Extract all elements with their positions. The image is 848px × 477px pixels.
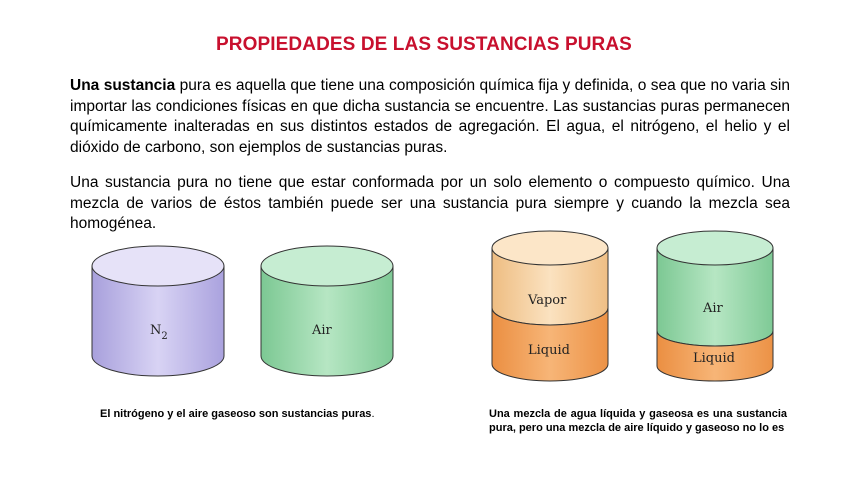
caption-pure-substances-text: El nitrógeno y el aire gaseoso son sustancias puras — [100, 408, 372, 420]
caption-pure-substances — [100, 407, 380, 421]
page-title: PROPIEDADES DE LAS SUSTANCIAS PURAS — [216, 34, 632, 55]
vapor-label: Vapor — [528, 293, 567, 308]
paragraph-definition — [70, 76, 790, 158]
air-mix-label: Air — [703, 301, 723, 316]
paragraph-body: pura es aquella que tiene una composición química fija y definida, o sea que no varia sin importar las condiciones físicas en que dicha sustancia se encuentre. Las sustancias puras permanecen químicamente inalteradas en sus distintos estados de agregación. El agua, el nitrógeno, el helio y el dióxido de carbono, son ejemplos de sustancias puras. — [70, 77, 790, 156]
air-cylinder — [257, 244, 397, 384]
caption-mixtures: Una mezcla de agua líquida y gaseosa es una sustancia pura, pero una mezcla de aire líquido y gaseoso no lo es — [489, 408, 787, 434]
water-mix-cylinder — [488, 228, 612, 388]
liquid-label: Liquid — [528, 343, 570, 358]
nitrogen-cylinder — [88, 244, 228, 384]
air-liquid-cylinder — [653, 228, 777, 388]
paragraph-lead: Una sustancia — [70, 77, 176, 94]
caption-pure-substances-period: . — [371, 408, 375, 420]
paragraph-mixtures: Una sustancia pura no tiene que estar conformada por un solo elemento o compuesto químico. Una mezcla de varios de éstos también puede ser una sustancia pura siempre y cuando la mezcla sea homogénea. — [70, 174, 790, 232]
nitrogen-label: $N_2$ — [150, 323, 168, 342]
liquid-air-label: Liquid — [693, 351, 735, 366]
air-label: Air — [312, 323, 332, 338]
